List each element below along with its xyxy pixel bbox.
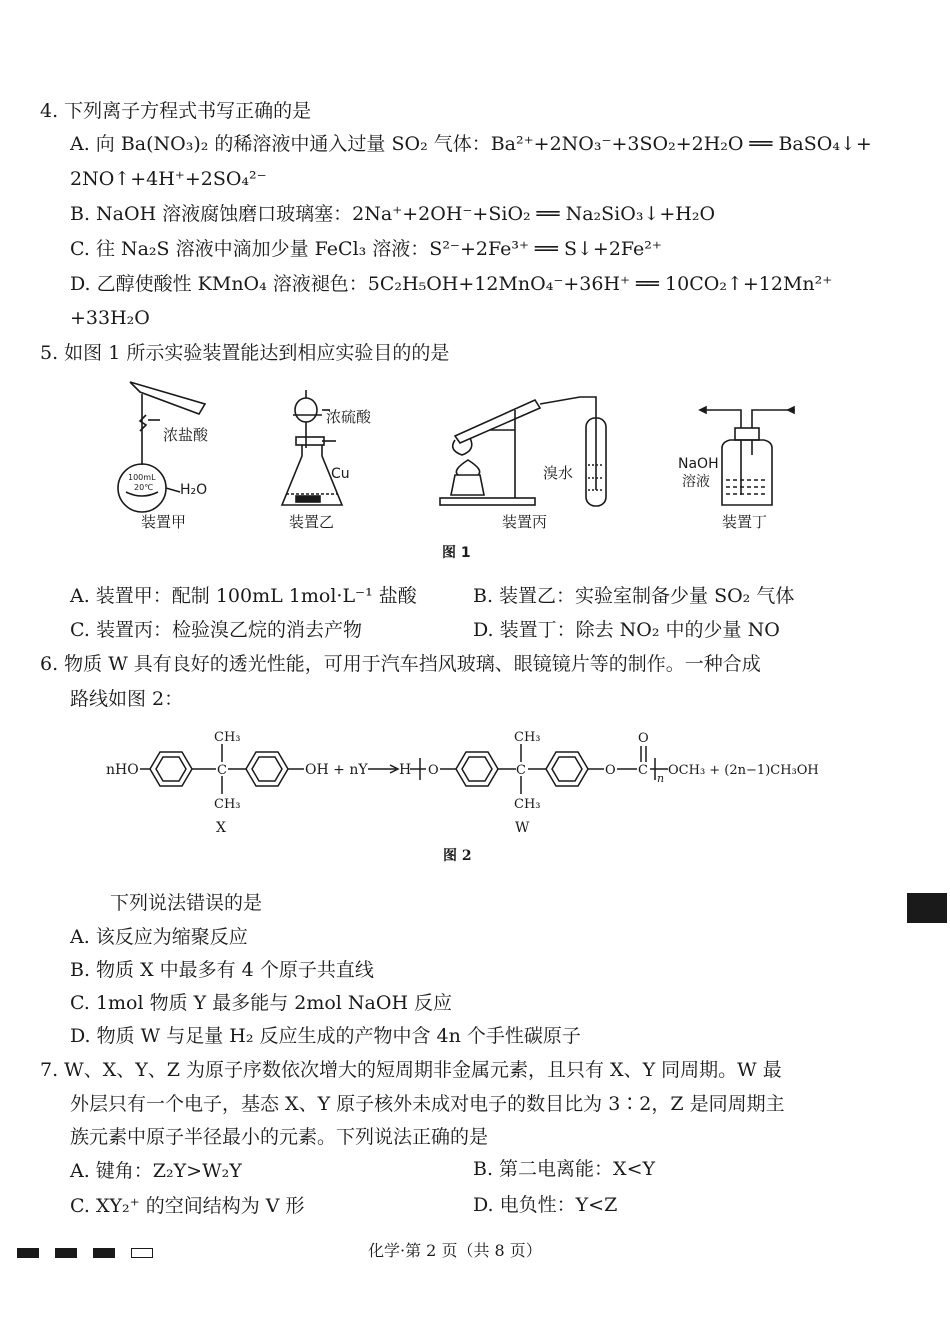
label-x: X bbox=[216, 820, 226, 836]
q4-option-a-line2: 2NO↑+4H⁺+2SO₄²⁻ bbox=[70, 168, 267, 190]
x-ch3-bottom: CH₃ bbox=[214, 797, 241, 812]
label-jia: 装置甲 bbox=[141, 513, 187, 531]
footer-mark-2 bbox=[55, 1248, 77, 1258]
q7-option-d: D. 电负性：Y<Z bbox=[473, 1194, 618, 1216]
w-carbonyl-c: C bbox=[638, 763, 648, 778]
q7-stem-line1: 7. W、X、Y、Z 为原子序数依次增大的短周期非金属元素，且只有 X、Y 同周期。W 最 bbox=[40, 1059, 782, 1081]
q6-option-d: D. 物质 W 与足量 H₂ 反应生成的产物中含 4n 个手性碳原子 bbox=[70, 1025, 581, 1047]
label-yi: 装置乙 bbox=[289, 513, 335, 531]
q7-option-b: B. 第二电离能：X<Y bbox=[473, 1158, 656, 1180]
q6-option-a: A. 该反应为缩聚反应 bbox=[70, 926, 248, 948]
jia-flask-temp: 20℃ bbox=[134, 483, 154, 492]
yi-reagent: 浓硫酸 bbox=[326, 408, 372, 426]
q4-option-d-line1: D. 乙醇使酸性 KMnO₄ 溶液褪色：5C₂H₅OH+12MnO₄⁻+36H⁺ ══ 10CO₂↑+12Mn²⁺ bbox=[70, 273, 833, 295]
q5-option-a: A. 装置甲：配制 100mL 1mol·L⁻¹ 盐酸 bbox=[70, 585, 417, 607]
q6-option-b: B. 物质 X 中最多有 4 个原子共直线 bbox=[70, 959, 374, 981]
q4-option-a-line1: A. 向 Ba(NO₃)₂ 的稀溶液中通入过量 SO₂ 气体：Ba²⁺+2NO₃⁻+3SO₂+2H₂O ══ BaSO₄↓+ bbox=[70, 133, 872, 155]
q5-option-c: C. 装置丙：检验溴乙烷的消去产物 bbox=[70, 619, 362, 641]
footer-mark-3 bbox=[93, 1248, 115, 1258]
x-ch3-top: CH₃ bbox=[214, 730, 241, 745]
footer-mark-4 bbox=[131, 1248, 153, 1258]
w-h: H bbox=[399, 762, 412, 778]
figure-2-caption: 图 2 bbox=[443, 848, 472, 864]
footer-mark-1 bbox=[17, 1248, 39, 1258]
molecule-w bbox=[399, 730, 819, 836]
ding-reagent-line1: NaOH bbox=[678, 456, 719, 472]
side-page-tab bbox=[907, 893, 947, 923]
q5-stem: 5. 如图 1 所示实验装置能达到相应实验目的的是 bbox=[40, 342, 450, 364]
q7-stem-line2: 外层只有一个电子，基态 X、Y 原子核外未成对电子的数目比为 3∶2，Z 是同周期主 bbox=[70, 1093, 785, 1115]
molecule-x bbox=[106, 730, 368, 836]
q4-option-b: B. NaOH 溶液腐蚀磨口玻璃塞：2Na⁺+2OH⁻+SiO₂ ══ Na₂SiO₃↓+H₂O bbox=[70, 203, 716, 225]
footer-page-number: 化学·第 2 页（共 8 页） bbox=[368, 1241, 542, 1260]
w-carbonyl-o: O bbox=[638, 731, 649, 746]
q7-option-c: C. XY₂⁺ 的空间结构为 V 形 bbox=[70, 1195, 305, 1217]
figure-1-caption: 图 1 bbox=[442, 545, 471, 561]
w-o-left: O bbox=[428, 763, 439, 778]
yi-metal: Cu bbox=[331, 466, 350, 482]
w-ch3-bottom: CH₃ bbox=[514, 797, 541, 812]
q4-option-d-line2: +33H₂O bbox=[70, 307, 150, 329]
jia-reagent: 浓盐酸 bbox=[163, 426, 209, 444]
label-bing: 装置丙 bbox=[502, 513, 548, 531]
q4-option-c: C. 往 Na₂S 溶液中滴加少量 FeCl₃ 溶液：S²⁻+2Fe³⁺ ══ S↓+2Fe²⁺ bbox=[70, 238, 662, 260]
x-oh-plus-y: OH + nY bbox=[305, 762, 368, 778]
w-repeat-n: n bbox=[657, 772, 665, 785]
q6-stem-line1: 6. 物质 W 具有良好的透光性能，可用于汽车挡风玻璃、眼镜镜片等的制作。一种合成 bbox=[40, 653, 761, 675]
jia-water: H₂O bbox=[180, 482, 208, 498]
w-center-c: C bbox=[516, 763, 526, 778]
q4-stem: 4. 下列离子方程式书写正确的是 bbox=[40, 100, 312, 122]
q6-sub-stem: 下列说法错误的是 bbox=[110, 892, 263, 914]
jia-flask-volume: 100mL bbox=[128, 473, 156, 482]
w-o-right: O bbox=[605, 763, 616, 778]
x-center-c: C bbox=[217, 763, 227, 778]
q5-option-b: B. 装置乙：实验室制备少量 SO₂ 气体 bbox=[473, 585, 795, 607]
label-ding: 装置丁 bbox=[722, 513, 768, 531]
bing-reagent: 溴水 bbox=[543, 464, 574, 482]
q5-option-d: D. 装置丁：除去 NO₂ 中的少量 NO bbox=[473, 619, 780, 641]
q7-stem-line3: 族元素中原子半径最小的元素。下列说法正确的是 bbox=[70, 1126, 489, 1148]
w-ch3-top: CH₃ bbox=[514, 730, 541, 745]
x-ho: nHO bbox=[106, 762, 139, 778]
q6-option-c: C. 1mol 物质 Y 最多能与 2mol NaOH 反应 bbox=[70, 992, 453, 1014]
label-w: W bbox=[515, 820, 530, 836]
q7-option-a: A. 键角：Z₂Y>W₂Y bbox=[70, 1160, 242, 1182]
w-end-group: OCH₃ + (2n−1)CH₃OH bbox=[668, 763, 819, 778]
ding-reagent-line2: 溶液 bbox=[682, 474, 710, 490]
q6-stem-line2: 路线如图 2： bbox=[70, 688, 184, 710]
